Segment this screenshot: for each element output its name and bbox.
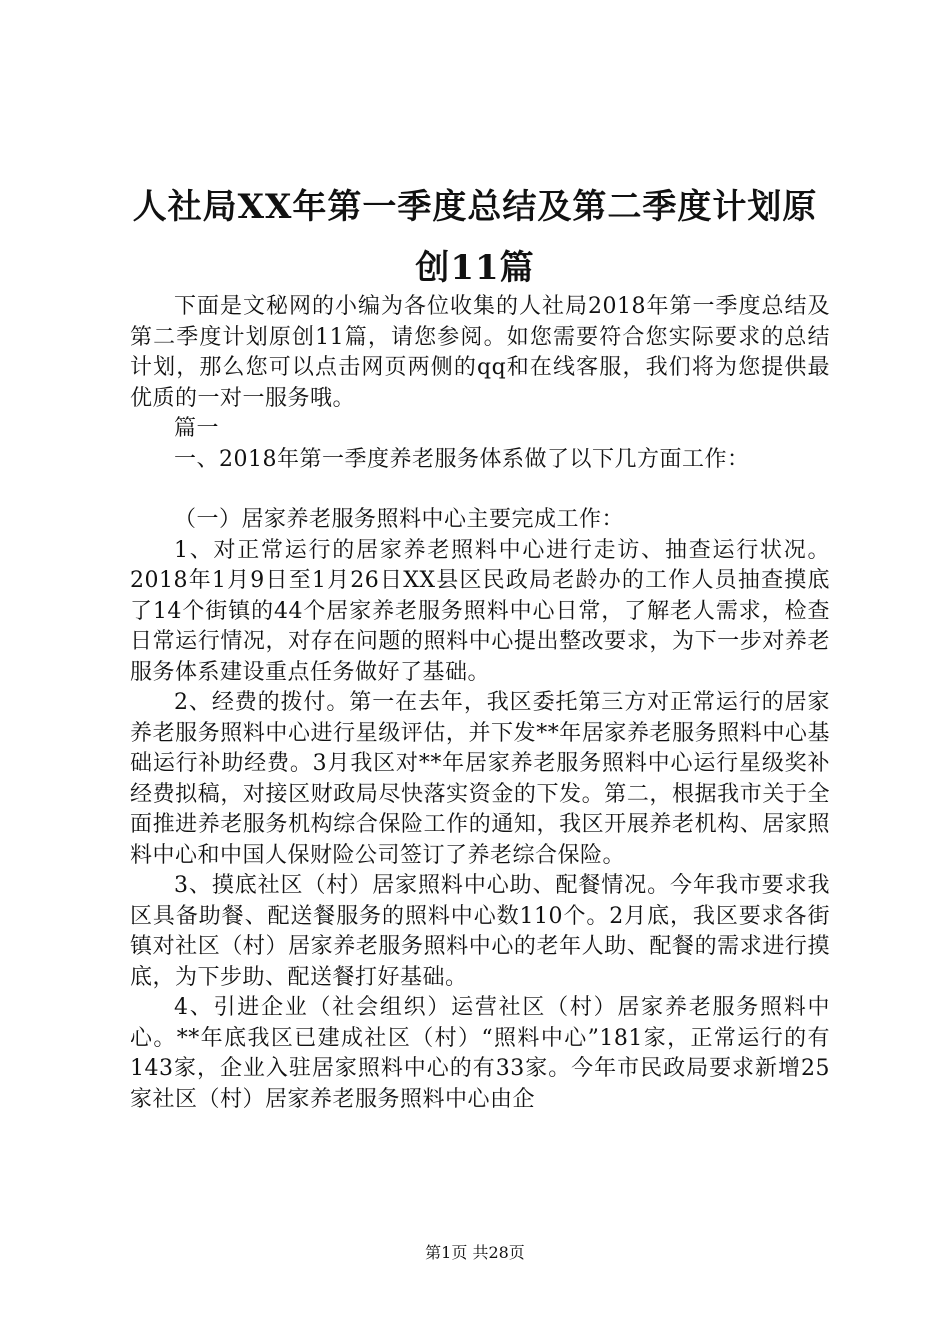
- body-paragraph: 3、摸底社区（村）居家照料中心助、配餐情况。今年我市要求我区具备助餐、配送餐服务的照料中心数110个。2月底，我区要求各街镇对社区（村）居家养老服务照料中心的老年人助、配餐的需求进行摸底，为下步助、配送餐打好基础。: [130, 873, 830, 990]
- subsection-heading: （一）居家养老服务照料中心主要完成工作：: [174, 507, 625, 532]
- body-paragraph: 4、引进企业（社会组织）运营社区（村）居家养老服务照料中心。**年底我区已建成社区（村）“照料中心”181家，正常运行的有143家，企业入驻居家照料中心的有33家。今年市民政局要求新增25家社区（村）居家养老服务照料中心由企: [130, 995, 830, 1112]
- intro-paragraph: 下面是文秘网的小编为各位收集的人社局2018年第一季度总结及第二季度计划原创11篇，请您参阅。如您需要符合您实际要求的总结计划，那么您可以点击网页两侧的qq和在线客服，我们将为您提供最优质的一对一服务哦。: [130, 294, 830, 411]
- document-title-line-2: 创11篇: [415, 248, 535, 288]
- body-paragraph: 2、经费的拨付。第一在去年，我区委托第三方对正常运行的居家养老服务照料中心进行星级评估，并下发**年居家养老服务照料中心基础运行补助经费。3月我区对**年居家养老服务照料中心运行星级奖补经费拟稿，对接区财政局尽快落实资金的下发。第二，根据我市关于全面推进养老服务机构综合保险工作的通知，我区开展养老机构、居家照料中心和中国人保财险公司签订了养老综合保险。: [130, 690, 830, 868]
- document-title-line-1: 人社局XX年第一季度总结及第二季度计划原: [132, 187, 818, 227]
- section-label: 篇一: [174, 416, 220, 441]
- section-heading: 一、2018年第一季度养老服务体系做了以下几方面工作：: [174, 446, 750, 472]
- blank-line: [130, 475, 830, 505]
- body-paragraph: 1、对正常运行的居家养老照料中心进行走访、抽查运行状况。2018年1月9日至1月26日XX县区民政局老龄办的工作人员抽查摸底了14个街镇的44个居家养老服务照料中心日常，了解老人需求，检查日常运行情况，对存在问题的照料中心提出整改要求，为下一步对养老服务体系建设重点任务做好了基础。: [130, 537, 830, 685]
- document-body: [130, 292, 830, 1115]
- page-footer: 第1页 共28页: [425, 1243, 525, 1262]
